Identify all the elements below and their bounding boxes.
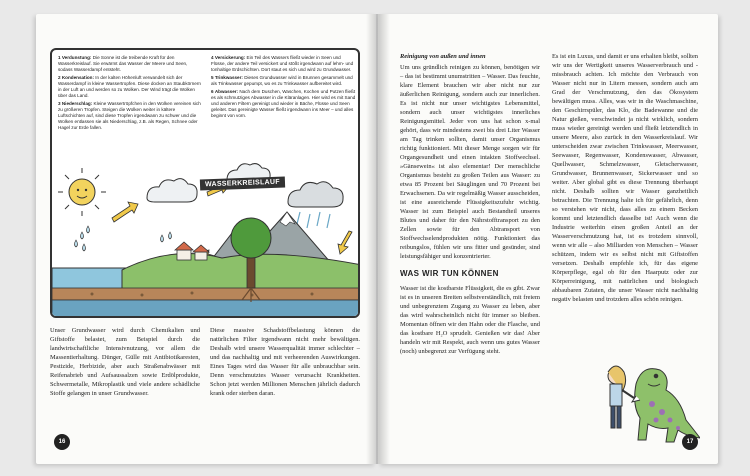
paragraph: Wasser ist die kostbarste Flüssigkeit, die es gibt. Zwar ist es in unseren Breiten selbstverständlich, mit freiem und unbegrenztem Zugang zu Wasser zu leben, aber das wird wahrscheinlich nicht für immer so bleiben. Momentan öffnen wir den Hahn oder die Flasche, und das kostbare H₂O sprudelt. Genießen wir das! Aber handeln wir mit Respekt, auch wenn uns gutes Wasser (noch) unbegrenzt zur Verfügung steht.: [400, 285, 540, 355]
right-column-1: [400, 52, 540, 356]
soil-layer: [52, 288, 360, 300]
page-number-right: 17: [682, 434, 698, 450]
left-column-2: Diese massive Schadstoffbelastung können die natürlichen Filter irgendwann nicht mehr bewältigen. Deshalb wird unsere Wasserqualität immer schlechter – und das nachhaltig und mit verheerenden Auswirkungen. Eines Tages wird das Wasser für alle unbrauchbar sein. Denn verschmutztes Wasser verursacht Krankheiten. Schon jetzt werden Millionen Menschen jährlich dadurch krank oder sterben daran.: [210, 327, 360, 397]
right-column-2: Es ist ein Luxus, und damit er uns erhalten bleibt, sollten wir uns der Wertigkeit unseres Wasserverbrauch und -missbrauch achten. Ich möchte den Verbrauch von Wasser nicht nur in Litern messen, sondern auch am Grad der Verschmutzung, den das Ökosystem bewältigen muss. Alles, was wir in die Waschmaschine, den Geschirrspüler, das Klo, die Badewanne und die Natur gießen, verschwindet ja nicht wirklich, sondern muss wieder gereinigt werden und fließt letztendlich in unsere Meere, also zurück in den Wasserkreislauf. Wir unterscheiden zwar zwischen Trinkwasser, Meerwasser, Seewasser, Regenwasser, Kondenswasser, Abwasser, Quellwasser, Schmelzwasser, Gletscherwasser, Grundwasser, Brunnenwasser, Sickerwasser und so weiter. Aber global gibt es diese Trennung überhaupt nicht. Deshalb sollten wir Wasser ganzheitlich betrachten. Die Trennung halte ich für gefährlich, denn so verstehen wir nicht, dass alles zu einem Becken kommt und letztendlich dasselbe ist! Auch wenn die Industrie weiterhin einen großen Anteil an der Wasserverschmutzung hat, ist es trotzdem sinnvoll, wenn wir alle – also Milliarden von Menschen – Wasser schützen, indem wir es selbst nicht mit Giftstoffen versetzen. Deshalb empfehle ich, für das eigene Körperpflege, egal ob für den Haarputz oder zur Körperreinigung, mit natürlichen und biologisch abbaubaren Zutaten, die unser Wasser nicht nachhaltig negativ belasten und trotzdem alles schön reinigen.: [552, 53, 698, 303]
left-page: [36, 14, 376, 464]
legend-column-right: [211, 55, 356, 133]
legend-item: 4 Versickerung: Ein Teil des Wassers fließt wieder in Seen und Flüsse, der andere Teil versickert und stößt irgendwann auf lehm- und tonhaltige Erdschichten. Dort staut es sich und wird zu Grundwasser.: [211, 55, 354, 72]
water-cycle-illustration: [50, 48, 360, 318]
water-cycle-badge: WASSERKREISLAUF: [200, 177, 285, 191]
page-number-left: 16: [54, 434, 70, 450]
legend-item: 3 Niederschlag: Kleine Wassertröpfchen in den Wolken vereinen sich zu größeren Tropfen. Steigen die Wolken weiter in kältere Luftschichten auf, sind diese Tropfen irgendwann zu schwer und die Wolken entlassen sie als Niederschlag, z.B. als Regen, Schnee oder Hagel zur Erde fallen.: [58, 101, 201, 130]
legend-item: 5 Trinkwasser: Dieses Grundwasser wird in Brunnen gesammelt und als Trinkwasser gepumpt, wo es zu Trinkwasser aufbereitet wird.: [211, 75, 353, 86]
water-cycle-scene: [52, 140, 360, 318]
illustration-legend: [58, 55, 356, 133]
legend-item: 2 Kondensation: In der kalten Höhenluft verwandelt sich der Wasserdampf in kleine Wassertropfen. Diese docken an Staubkörnern in der Luft an und werden so zu Wolken. Der Wind trägt die Wolken über das Land.: [58, 75, 201, 98]
legend-item: 1 Verdunstung: Die Sonne ist die treibende Kraft für den Wasserkreislauf. Sie erwärmt das Wasser der Meere und Seen, sodass Wasserdampf entsteht.: [58, 55, 188, 72]
paragraph: Um uns gründlich reinigen zu können, benötigen wir – das ist bestimmt unumstritten – Wasser. Das feuchte, klare Element brauchen wir aber nicht nur zur äußerlichen Reinigung, sondern auch zur innerlichen. Es ist nicht nur unser wichtigstes Lebensmittel, sondern auch unser wichtigstes innerliches Reinigungsmittel. Jeder von uns hat schon x-mal gehört, dass wir mindestens zwei bis drei Liter Wasser am Tag trinken sollten, damit unser Organismus richtig funktioniert. Mit dieser Menge sorgen wir für Organgesundheit und einen intakten Stoffwechsel. »Gänsewein« ist also elementar! Der menschliche Organismus besteht zu großen Teilen aus Wasser: zu etwa 85 Prozent bei Säuglingen und 70 Prozent bei Erwachsenen. Da wir regelmäßig Wasser ausscheiden, ist eine ausreichende Flüssigkeitszufuhr wichtig. Wasser ist zum Beispiel auch Bestandteil unseres Blutes und daher für den Nährstofftransport zu den Zellen sowie für den Abtransport von Stoffwechselendprodukten nötig. Funktioniert das reibungslos, fühlen wir uns fitter und gesünder, sind leistungsfähiger und konzentrierter.: [400, 64, 540, 260]
legend-item: 6 Abwasser: Nach dem Duschen, Waschen, Kochen und Putzen fließt es als schmutziges Abwasser in die Kläranlagen. Hier wird es mit Sand und anderen Filtern gereinigt und wieder in Bäche, Flüsse und Seen geleitet. Das gereinigte Wasser fließt irgendwann ins Meer – und alles beginnt von vorn.: [211, 89, 356, 118]
left-column-1: Unser Grundwasser wird durch Chemikalien und Giftstoffe belastet, zum Beispiel durch die landwirtschaftliche Intensivnutzung, vor allem die Massentierhaltung. Dünger, Gülle mit Antibiotikaresten, Pestizide, Herbizide, aber auch Straßenabwässer mit Reifenabrieb und Aufsaussalzen sowie Erdölprodukte, Schwermetalle, Mikroplastik und viele andere schädliche Stoffe gelangen in unser Grundwasser.: [50, 327, 200, 397]
book-spine-shadow: [366, 14, 390, 464]
dinosaur-icon: [632, 369, 700, 442]
section-heading: WAS WIR TUN KÖNNEN: [400, 269, 499, 278]
hills: [122, 254, 360, 290]
dinosaur-illustration: [596, 354, 700, 446]
right-page: [378, 14, 718, 464]
groundwater-layer: [52, 300, 360, 318]
girl-figure: [608, 366, 634, 428]
legend-column-left: [58, 55, 203, 133]
section-lead: Reinigung von außen und innen: [400, 53, 486, 60]
open-book: [36, 10, 720, 468]
